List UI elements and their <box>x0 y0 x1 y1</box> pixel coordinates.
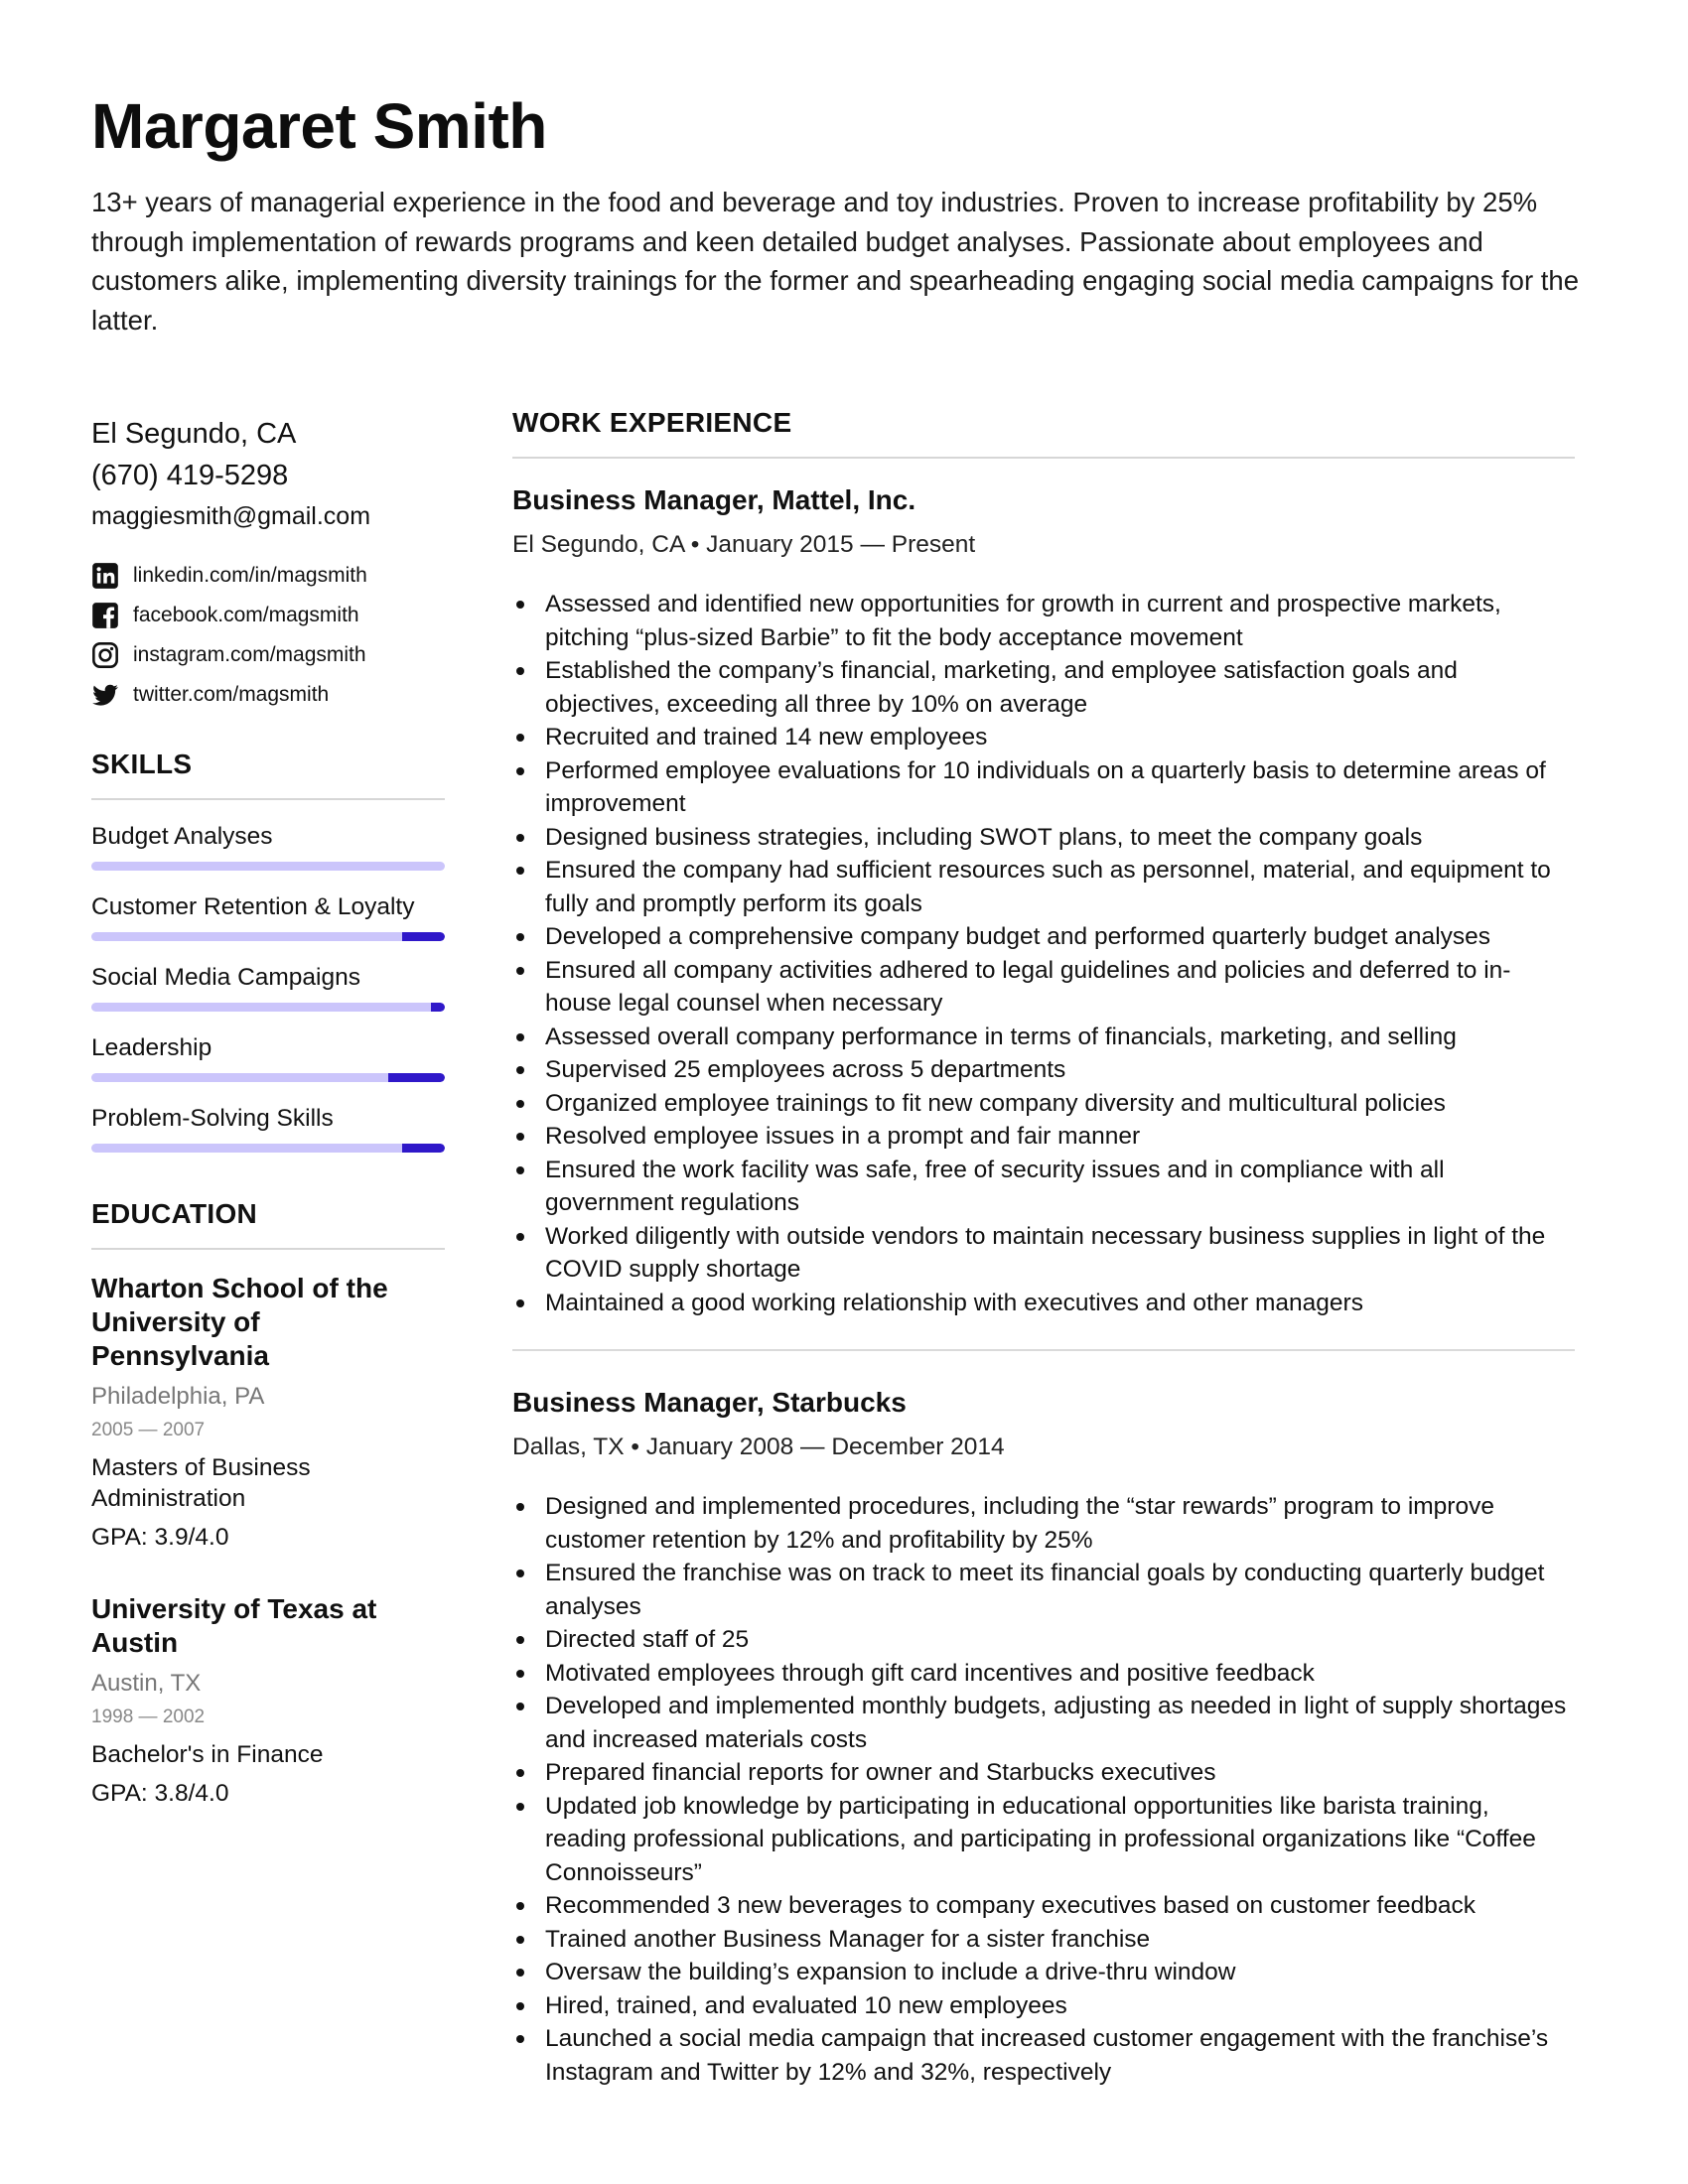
bullet-item: Developed a comprehensive company budget and performed quarterly budget analyses <box>512 920 1575 954</box>
bullet-item: Organized employee trainings to fit new company diversity and multicultural policies <box>512 1087 1575 1121</box>
bullet-item: Directed staff of 25 <box>512 1623 1575 1657</box>
job-meta: El Segundo, CA • January 2015 — Present <box>512 531 976 558</box>
school-dates: 1998 — 2002 <box>91 1706 206 1727</box>
skill-name: Social Media Campaigns <box>91 964 360 991</box>
skill-level-remainder <box>388 1073 445 1082</box>
bullet-item: Assessed overall company performance in terms of financials, marketing, and selling <box>512 1021 1575 1054</box>
facebook-icon <box>91 602 119 629</box>
contact-location: El Segundo, CA <box>91 418 297 450</box>
education-heading: EDUCATION <box>91 1198 445 1250</box>
school-degree: Masters of Business Administration <box>91 1454 311 1512</box>
left-column <box>91 413 445 1809</box>
school-name: Wharton School of the University of Pennsylvania <box>91 1273 388 1371</box>
candidate-name: Margaret Smith <box>91 90 547 162</box>
twitter-icon <box>91 681 119 709</box>
bullet-item: Motivated employees through gift card incentives and positive feedback <box>512 1657 1575 1691</box>
skill-level-bar <box>91 1073 445 1082</box>
bullet-item: Assessed and identified new opportunities for growth in current and prospective markets, pitching “plus-sized Barbie” to fit the body acceptance movement <box>512 588 1575 654</box>
skill-name: Budget Analyses <box>91 823 273 850</box>
bullet-item: Ensured all company activities adhered to legal guidelines and policies and deferred to in-house legal counsel when necessary <box>512 954 1575 1021</box>
skill-name: Leadership <box>91 1034 212 1061</box>
skills-list <box>91 822 445 1153</box>
skills-heading: SKILLS <box>91 749 445 800</box>
education-entry <box>91 1592 445 1809</box>
skill-level-remainder <box>402 932 445 941</box>
school-dates: 2005 — 2007 <box>91 1420 206 1440</box>
school-gpa: GPA: 3.9/4.0 <box>91 1524 229 1551</box>
bullet-item: Ensured the franchise was on track to meet its financial goals by conducting quarterly budget analyses <box>512 1557 1575 1623</box>
skill-item <box>91 963 445 1012</box>
job-meta: Dallas, TX • January 2008 — December 2014 <box>512 1433 1005 1460</box>
school-gpa: GPA: 3.8/4.0 <box>91 1780 229 1807</box>
skill-level-bar <box>91 1003 445 1012</box>
contact-phone: (670) 419-5298 <box>91 460 289 491</box>
skill-item <box>91 822 445 871</box>
bullet-item: Trained another Business Manager for a sister franchise <box>512 1923 1575 1957</box>
skill-level-remainder <box>402 1144 445 1153</box>
skill-item <box>91 1033 445 1082</box>
social-link-linkedin[interactable] <box>91 556 445 596</box>
bullet-item: Resolved employee issues in a prompt and fair manner <box>512 1120 1575 1154</box>
bullet-item: Ensured the company had sufficient resources such as personnel, material, and equipment to fully and promptly perform its goals <box>512 854 1575 920</box>
social-link-instagram[interactable] <box>91 635 445 675</box>
skill-name: Problem-Solving Skills <box>91 1105 334 1132</box>
job-bullets <box>512 588 1575 1319</box>
bullet-item: Designed and implemented procedures, including the “star rewards” program to improve customer retention by 12% and profitability by 25% <box>512 1490 1575 1557</box>
bullet-item: Prepared financial reports for owner and Starbucks executives <box>512 1756 1575 1790</box>
job-title: Business Manager, Starbucks <box>512 1387 907 1418</box>
linkedin-icon <box>91 562 119 590</box>
social-link-facebook[interactable] <box>91 596 445 635</box>
skill-item <box>91 892 445 941</box>
job-entry <box>512 1385 1575 2089</box>
social-link-twitter[interactable] <box>91 675 445 715</box>
social-link-label: instagram.com/magsmith <box>133 643 366 666</box>
summary-paragraph: 13+ years of managerial experience in the food and beverage and toy industries. Proven to increase profitability by 25% through implementation of rewards programs and keen detailed budget analyses. Passionate about employees and customers alike, implementing diversity trainings for the former and spearheading engaging social media campaigns for the latter. <box>91 187 1579 336</box>
social-link-label: linkedin.com/in/magsmith <box>133 564 367 587</box>
bullet-item: Designed business strategies, including SWOT plans, to meet the company goals <box>512 821 1575 855</box>
bullet-item: Updated job knowledge by participating in educational opportunities like barista training, reading professional publications, and participating in professional organizations like “Coffee Connoisseurs” <box>512 1790 1575 1890</box>
social-link-label: facebook.com/magsmith <box>133 604 359 626</box>
education-entry <box>91 1272 445 1553</box>
job-entry <box>512 482 1575 1319</box>
social-link-label: twitter.com/magsmith <box>133 683 330 706</box>
instagram-icon <box>91 641 119 669</box>
school-location: Philadelphia, PA <box>91 1383 265 1410</box>
bullet-item: Performed employee evaluations for 10 individuals on a quarterly basis to determine areas of improvement <box>512 754 1575 821</box>
bullet-item: Hired, trained, and evaluated 10 new employees <box>512 1989 1575 2023</box>
bullet-item: Launched a social media campaign that increased customer engagement with the franchise’s Instagram and Twitter by 12% and 32%, respectively <box>512 2022 1575 2089</box>
right-column <box>512 407 1575 2089</box>
school-location: Austin, TX <box>91 1670 202 1697</box>
bullet-item: Developed and implemented monthly budgets, adjusting as needed in light of supply shortages and increased materials costs <box>512 1690 1575 1756</box>
bullet-item: Worked diligently with outside vendors to maintain necessary business supplies in light of the COVID supply shortage <box>512 1220 1575 1287</box>
skill-level-bar <box>91 1144 445 1153</box>
bullet-item: Maintained a good working relationship with executives and other managers <box>512 1287 1575 1320</box>
school-name: University of Texas at Austin <box>91 1593 377 1658</box>
social-links <box>91 556 445 715</box>
school-degree: Bachelor's in Finance <box>91 1741 324 1768</box>
bullet-item: Established the company’s financial, marketing, and employee satisfaction goals and objectives, exceeding all three by 10% on average <box>512 654 1575 721</box>
job-bullets <box>512 1490 1575 2089</box>
job-title: Business Manager, Mattel, Inc. <box>512 484 916 515</box>
bullet-item: Recruited and trained 14 new employees <box>512 721 1575 754</box>
work-experience-heading: WORK EXPERIENCE <box>512 407 1575 459</box>
skill-name: Customer Retention & Loyalty <box>91 893 415 920</box>
skill-level-bar <box>91 932 445 941</box>
contact-email[interactable]: maggiesmith@gmail.com <box>91 502 371 530</box>
job-divider <box>512 1349 1575 1351</box>
bullet-item: Ensured the work facility was safe, free of security issues and in compliance with all government regulations <box>512 1154 1575 1220</box>
skill-level-remainder <box>431 1003 445 1012</box>
bullet-item: Recommended 3 new beverages to company executives based on customer feedback <box>512 1889 1575 1923</box>
skill-item <box>91 1104 445 1153</box>
skill-level-bar <box>91 862 445 871</box>
bullet-item: Supervised 25 employees across 5 departments <box>512 1053 1575 1087</box>
bullet-item: Oversaw the building’s expansion to include a drive-thru window <box>512 1956 1575 1989</box>
